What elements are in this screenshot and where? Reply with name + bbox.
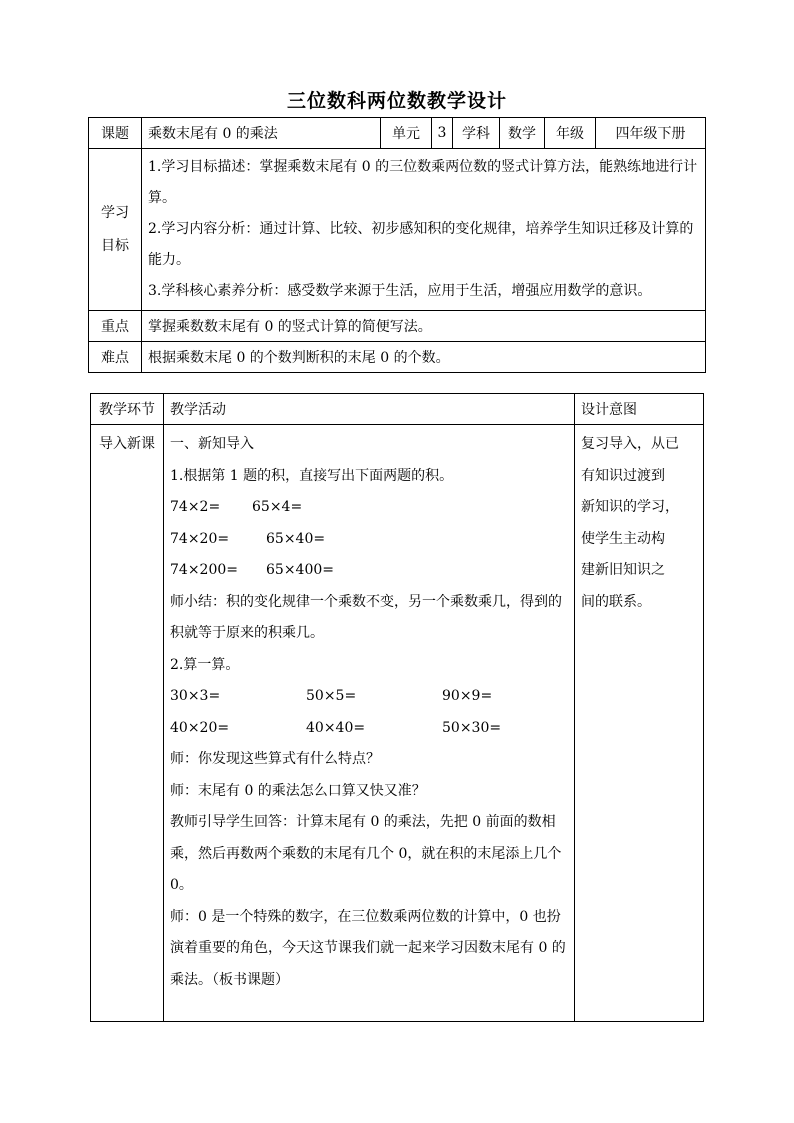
equation: 90×9= <box>442 688 493 704</box>
goal-item-2: 2.学习内容分析：通过计算、比较、初步感知积的变化规律，培养学生知识迁移及计算的能力。 <box>148 221 694 268</box>
activity-cell <box>164 425 575 1022</box>
guided-answer: 教师引导学生回答：计算末尾有 0 的乘法，先把 0 前面的数相乘，然后再数两个乘数的末尾有几个 0，就在积的末尾添上几个 0。 <box>170 814 562 893</box>
lesson-plan-table <box>90 393 704 1022</box>
equation: 74×20= <box>170 530 230 547</box>
unit-label: 单元 <box>381 118 432 149</box>
stage-cell: 导入新课 <box>91 425 164 1022</box>
equation-row-3 <box>170 555 568 587</box>
key-value: 掌握乘数数末尾有 0 的竖式计算的简便写法。 <box>142 311 706 342</box>
grade-value: 四年级下册 <box>596 118 706 149</box>
intent-line: 使学生主动构 <box>581 530 665 547</box>
intent-cell <box>575 425 704 1022</box>
equation: 50×5= <box>306 688 357 704</box>
equation: 65×400= <box>266 562 334 578</box>
header-intent: 设计意图 <box>575 394 704 425</box>
document-title: 三位数科两位数教学设计 <box>286 90 507 112</box>
unit-value: 3 <box>432 118 453 149</box>
subject-value: 数学 <box>500 118 545 149</box>
intent-line: 间的联系。 <box>581 593 651 610</box>
calc-row-1 <box>170 681 568 713</box>
key-row <box>89 311 706 342</box>
topic-label: 课题 <box>89 118 142 149</box>
header-activity: 教学活动 <box>164 394 575 425</box>
plan-row-intro <box>91 425 704 1022</box>
intent-line: 建新旧知识之 <box>581 562 665 578</box>
equation: 65×4= <box>252 499 303 515</box>
teacher-summary: 师小结：积的变化规律一个乘数不变，另一个乘数乘几，得到的积就等于原来的积乘几。 <box>170 593 562 641</box>
equation-row-2 <box>170 524 568 556</box>
activity-heading: 一、新知导入 <box>170 436 254 452</box>
equation: 74×2= <box>170 499 221 515</box>
topic-value: 乘数末尾有 0 的乘法 <box>142 118 381 149</box>
intent-line: 有知识过渡到 <box>581 467 665 484</box>
equation: 74×200= <box>170 562 238 578</box>
teacher-question-1: 师：你发现这些算式有什么特点？ <box>170 751 380 767</box>
grade-label: 年级 <box>545 118 596 149</box>
equation: 65×40= <box>266 530 326 547</box>
goals-row <box>89 149 706 311</box>
equation: 40×20= <box>170 719 230 736</box>
header-stage: 教学环节 <box>91 394 164 425</box>
intent-line: 复习导入，从已 <box>581 436 679 452</box>
topic-row <box>89 118 706 149</box>
goals-content <box>142 149 706 311</box>
teacher-closing: 师：0 是一个特殊的数字，在三位数乘两位数的计算中，0 也扮演着重要的角色，今天这节课我们就一起来学习因数末尾有 0 的乘法。（板书课题） <box>170 908 566 988</box>
intent-line: 新知识的学习， <box>581 499 679 515</box>
equation: 50×30= <box>442 719 502 736</box>
equation: 30×3= <box>170 688 221 704</box>
activity-task-1: 1.根据第 1 题的积，直接写出下面两题的积。 <box>170 467 454 484</box>
subject-label: 学科 <box>453 118 500 149</box>
equation-row-1 <box>170 492 568 524</box>
difficulty-label: 难点 <box>89 342 142 373</box>
equation: 40×40= <box>306 719 366 736</box>
key-label: 重点 <box>89 311 142 342</box>
calc-row-2 <box>170 713 568 745</box>
goals-label-line1: 学习 <box>101 204 129 221</box>
info-table <box>88 117 706 373</box>
goals-label <box>89 149 142 311</box>
activity-task-2: 2.算一算。 <box>170 656 240 673</box>
goal-item-1: 1.学习目标描述：掌握乘数末尾有 0 的三位数乘两位数的竖式计算方法，能熟练地进行计算。 <box>148 159 698 206</box>
plan-header-row <box>91 394 704 425</box>
difficulty-row <box>89 342 706 373</box>
goal-item-3: 3.学科核心素养分析：感受数学来源于生活，应用于生活，增强应用数学的意识。 <box>148 283 652 299</box>
goals-label-line2: 目标 <box>101 237 129 254</box>
teacher-question-2: 师：末尾有 0 的乘法怎么口算又快又准？ <box>170 782 426 799</box>
difficulty-value: 根据乘数末尾 0 的个数判断积的末尾 0 的个数。 <box>142 342 706 373</box>
